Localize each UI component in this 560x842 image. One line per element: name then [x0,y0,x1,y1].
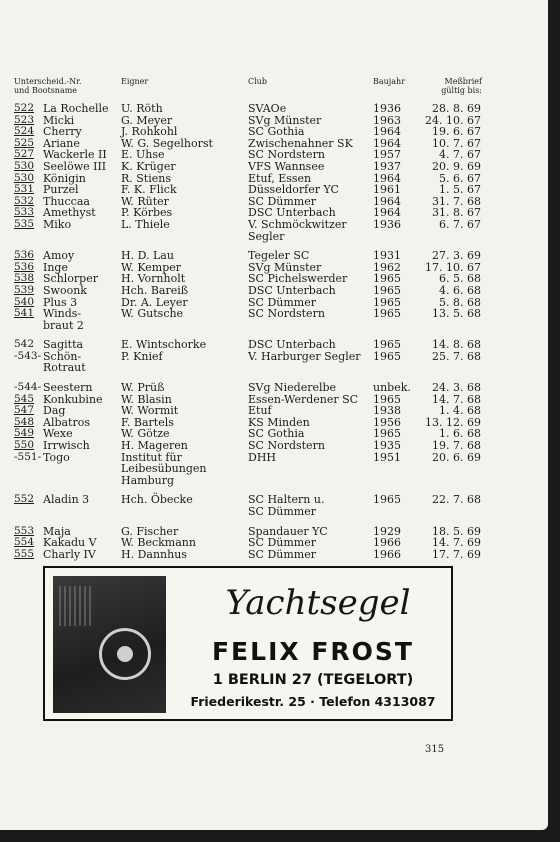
cell-club: Düsseldorfer YC [248,183,339,197]
cell-year: 1965 [373,349,401,363]
cell-name: Dag [43,404,66,418]
cell-club: KS Minden [248,415,310,429]
cell-name: Amethyst [43,206,96,220]
cell-date: 31. 7. 68 [432,194,481,208]
table-row [0,506,548,518]
sail-emblem-icon [99,628,151,680]
cell-club: DSC Unterbach [248,206,336,220]
cell-date: 20. 6. 69 [432,450,481,464]
cell-year: 1965 [373,283,401,297]
cell-year: 1936 [373,217,401,231]
cell-nr: 535 [14,217,35,230]
cell-club: V. Schmöckwitzer [248,217,347,231]
cell-nr: -544- [14,381,42,394]
cell-year: 1964 [373,136,401,150]
cell-nr: 539 [14,283,35,296]
header-date [420,77,482,95]
cell-nr: -551- [14,450,42,463]
header-nr-name [14,77,82,95]
cell-date: 10. 7. 67 [432,136,481,150]
ad-city: 1 BERLIN 27 (TEGELORT) [212,672,414,688]
cell-date: 31. 8. 67 [432,206,481,220]
cell-date: 13. 12. 69 [425,415,481,429]
cell-name: Rotraut [43,361,86,375]
cell-club: SC Dümmer [248,536,316,550]
cell-name: La Rochelle [43,102,109,115]
ad-address: Friederikestr. 25 · Telefon 4313087 [190,694,436,709]
cell-date: 14. 7. 69 [432,536,481,550]
cell-name: Micki [43,113,75,127]
cell-name: Maja [43,524,71,538]
header-club: Club [248,77,267,86]
cell-date: 1. 5. 67 [439,183,481,197]
cell-club: SVAOe [248,102,287,115]
cell-owner: H. Vornholt [121,272,186,286]
cell-nr: 538 [14,272,35,285]
cell-nr: 531 [14,183,35,196]
table-row [0,308,548,320]
cell-name: Cherry [43,125,82,139]
cell-year: 1964 [373,171,401,185]
cell-year: 1962 [373,260,401,274]
table-row [0,463,548,475]
table-row [0,382,548,394]
cell-owner: J. Rohkohl [121,125,178,139]
cell-nr: 527 [14,148,35,161]
cell-name: Königin [43,171,86,185]
cell-name: Sagitta [43,338,84,352]
cell-year: 1965 [373,493,401,507]
cell-club: Essen-Werdener SC [248,392,359,406]
cell-nr: 524 [14,125,35,138]
cell-name: Konkubine [43,392,103,406]
table-row [0,452,548,464]
cell-year: 1935 [373,439,401,453]
cell-owner: G. Fischer [121,524,179,538]
cell-owner: E. Uhse [121,148,165,162]
cell-owner: W. Wormit [121,404,179,418]
cell-name: Amoy [43,249,75,263]
table-row [0,440,548,452]
cell-date: 1. 4. 68 [439,404,481,418]
advertisement-box [43,566,453,721]
cell-owner: L. Thiele [121,217,170,231]
cell-owner: W. Blasin [121,392,172,406]
cell-club: DSC Unterbach [248,338,336,352]
header-date-line1: Meßbrief [444,77,482,86]
cell-name: Inge [43,260,68,274]
cell-name: Charly IV [43,547,96,561]
page-number: 315 [425,744,445,755]
cell-club: Etuf [248,404,272,418]
cell-nr: 522 [14,102,35,114]
table-row [0,219,548,231]
table-row [0,320,548,332]
cell-club: DHH [248,450,277,464]
cell-nr: 545 [14,392,35,405]
cell-owner: H. Dannhus [121,547,187,561]
cell-nr: 553 [14,524,35,537]
cell-club: SC Nordstern [248,307,325,321]
cell-nr: 549 [14,427,35,440]
cell-nr: 530 [14,171,35,184]
cell-owner: F. Bartels [121,415,174,429]
cell-year: 1964 [373,206,401,220]
cell-owner: E. Wintschorke [121,338,207,352]
cell-year: 1966 [373,547,401,561]
cell-nr: 542 [14,338,35,351]
cell-club: SC Dümmer [248,194,316,208]
table-row [0,475,548,487]
header-nr-line1: Unterscheid.-Nr. [14,77,82,86]
cell-year: 1965 [373,295,401,309]
cell-date: 14. 7. 68 [432,392,481,406]
cell-owner: F. K. Flick [121,183,177,197]
cell-club: SC Dümmer [248,295,316,309]
cell-name: Swoonk [43,283,87,297]
cell-nr: 548 [14,415,35,428]
cell-year: 1965 [373,307,401,321]
cell-club: SC Dümmer [248,547,316,561]
cell-club: V. Harburger Segler [248,349,361,363]
cell-name: Seelöwe III [43,159,107,173]
cell-name: Ariane [43,136,80,150]
cell-year: 1957 [373,148,401,162]
cell-owner: Leibesübungen [121,462,207,476]
cell-year: 1963 [373,113,401,127]
cell-nr: 536 [14,249,35,262]
cell-club: SC Gothia [248,125,305,139]
cell-year: 1956 [373,415,401,429]
cell-club: Zwischenahner SK [248,136,353,150]
cell-nr: 555 [14,547,35,560]
cell-year: 1965 [373,272,401,286]
cell-date: 17. 10. 67 [425,260,481,274]
cell-nr: 530 [14,159,35,172]
cell-nr: 547 [14,404,35,417]
cell-year: 1931 [373,249,401,263]
table-row [0,184,548,196]
cell-owner: G. Meyer [121,113,173,127]
cell-year: 1965 [373,392,401,406]
cell-nr: 532 [14,194,35,207]
cell-club: SVg Niederelbe [248,381,337,395]
cell-date: 24. 10. 67 [425,113,481,127]
cell-date: 4. 6. 68 [439,283,481,297]
cell-date: 18. 5. 69 [432,524,481,538]
cell-owner: Dr. A. Leyer [121,295,188,309]
cell-nr: 523 [14,113,35,126]
cell-date: 19. 6. 67 [432,125,481,139]
table-row [0,231,548,243]
cell-date: 6. 7. 67 [439,217,481,231]
cell-owner: P. Körbes [121,206,173,220]
cell-nr: 554 [14,536,35,549]
cell-date: 13. 5. 68 [432,307,481,321]
cell-nr: 541 [14,307,35,320]
cell-name: Miko [43,217,72,231]
cell-owner: W. Beckmann [121,536,196,550]
table-row [0,103,548,115]
cell-owner: Institut für [121,450,182,464]
cell-name: Winds- [43,307,82,321]
header-date-line2: gültig bis: [441,86,482,95]
cell-year: 1965 [373,427,401,441]
cell-owner: W. G. Segelhorst [121,136,213,150]
cell-club: SC Nordstern [248,439,325,453]
cell-date: 27. 3. 69 [432,249,481,263]
cell-date: 19. 7. 68 [432,439,481,453]
cell-nr: 540 [14,295,35,308]
cell-nr: 550 [14,439,35,452]
cell-nr: 525 [14,136,35,149]
cell-nr: 552 [14,493,35,506]
cell-name: Seestern [43,381,93,395]
cell-year: 1937 [373,159,401,173]
table-row [0,362,548,374]
cell-year: 1966 [373,536,401,550]
cell-date: 4. 7. 67 [439,148,481,162]
cell-date: 1. 6. 68 [439,427,481,441]
cell-owner: W. Prüß [121,381,165,395]
table-row [0,549,548,561]
cell-date: 17. 7. 69 [432,547,481,561]
cell-name: Schlorper [43,272,98,286]
cell-year: 1929 [373,524,401,538]
cell-owner: Hch. Bareiß [121,283,189,297]
cell-date: 22. 7. 68 [432,493,481,507]
cell-date: 20. 9. 69 [432,159,481,173]
cell-owner: W. Kemper [121,260,182,274]
cell-year: 1964 [373,194,401,208]
cell-owner: W. Rüter [121,194,169,208]
cell-name: Plus 3 [43,295,78,309]
cell-club: Etuf, Essen [248,171,312,185]
header-nr-line2: und Bootsname [14,86,78,95]
cell-year: 1964 [373,125,401,139]
cell-club: Spandauer YC [248,524,328,538]
table-row [0,161,548,173]
cell-year: 1936 [373,102,401,115]
cell-owner: U. Röth [121,102,163,115]
cell-owner: H. D. Lau [121,249,174,263]
cell-year: 1961 [373,183,401,197]
cell-club: VFS Wannsee [248,159,325,173]
cell-date: 14. 8. 68 [432,338,481,352]
cell-owner: P. Knief [121,349,163,363]
cell-name: Wackerle II [43,148,107,162]
cell-date: 25. 7. 68 [432,349,481,363]
cell-owner: R. Stiens [121,171,171,185]
cell-date: 6. 5. 68 [439,272,481,286]
header-owner: Eigner [121,77,149,86]
cell-name: Schön- [43,349,82,363]
cell-owner: H. Mageren [121,439,188,453]
cell-club: SVg Münster [248,260,322,274]
cell-club: SC Dümmer [248,505,316,518]
cell-owner: Hamburg [121,473,175,487]
table-row [0,250,548,262]
cell-club: SC Nordstern [248,148,325,162]
cell-club: Segler [248,229,285,243]
cell-owner: K. Krüger [121,159,176,173]
cell-name: braut 2 [43,318,84,332]
table-row [0,285,548,297]
cell-year: unbek. [373,381,411,395]
cell-year: 1951 [373,450,401,464]
cell-name: Irrwisch [43,439,90,453]
sail-photo-image [53,576,166,713]
cell-club: SC Gothia [248,427,305,441]
cell-date: 5. 6. 67 [439,171,481,185]
cell-date: 24. 3. 68 [432,381,481,395]
cell-year: 1965 [373,338,401,352]
cell-name: Albatros [43,415,91,429]
cell-name: Aladin 3 [43,493,90,507]
header-year: Baujahr [373,77,406,86]
cell-club: Tegeler SC [248,249,310,263]
cell-nr: -543- [14,349,42,362]
cell-name: Kakadu V [43,536,97,550]
cell-owner: W. Götze [121,427,170,441]
cell-year: 1938 [373,404,401,418]
ad-title: Yachtsegel [225,583,411,623]
cell-name: Wexe [43,427,73,441]
cell-nr: 536 [14,260,35,273]
cell-club: SVg Münster [248,113,322,127]
cell-club: DSC Unterbach [248,283,336,297]
photo-detail [59,586,93,626]
cell-nr: 533 [14,206,35,219]
cell-name: Togo [43,450,70,464]
cell-club: SC Pichelswerder [248,272,348,286]
cell-club: SC Haltern u. [248,493,325,507]
cell-name: Thuccaa [43,194,90,208]
cell-date: 5. 8. 68 [439,295,481,309]
boat-register-table [0,103,548,560]
cell-date: 28. 8. 69 [432,102,481,115]
cell-name: Purzel [43,183,79,197]
cell-owner: W. Gutsche [121,307,184,321]
cell-owner: Hch. Öbecke [121,493,193,507]
ad-company-name: FELIX FROST [211,637,414,666]
